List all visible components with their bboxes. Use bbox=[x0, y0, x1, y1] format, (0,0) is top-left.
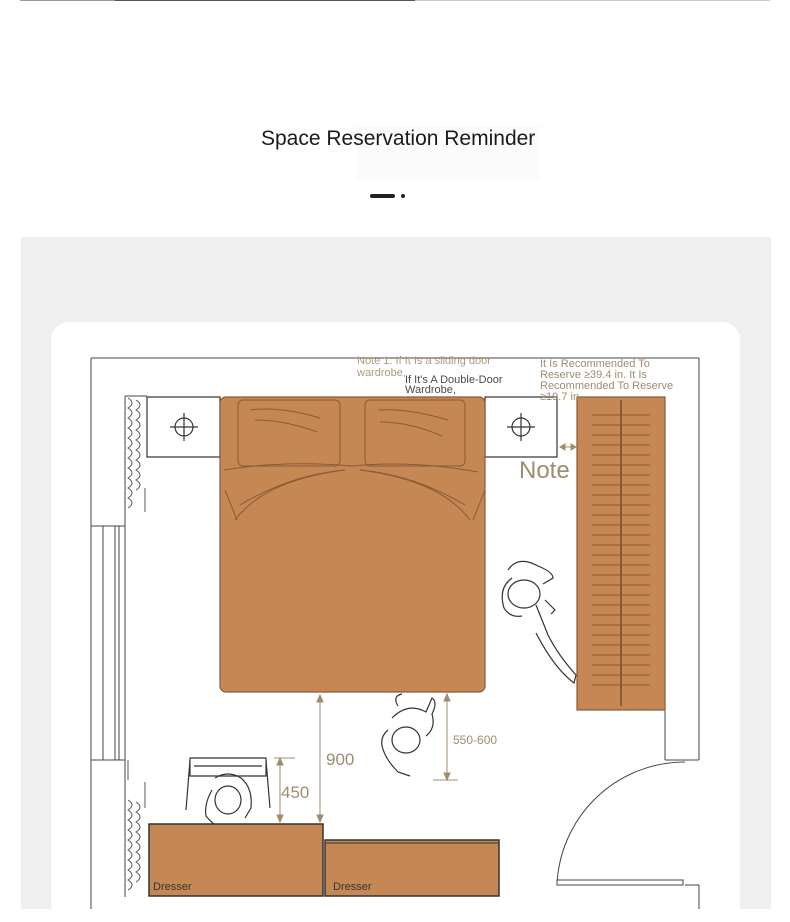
curtain-bottom bbox=[128, 760, 145, 890]
note-sliding-door: Note 1: If It Is a sliding door wardrobe, bbox=[357, 355, 491, 379]
dresser-left-label: Dresser bbox=[153, 881, 192, 893]
chair bbox=[186, 758, 270, 810]
dimension-900 bbox=[317, 695, 323, 822]
dimension-550-label: 550-600 bbox=[453, 733, 498, 747]
bed bbox=[220, 397, 485, 692]
person-walking bbox=[382, 694, 435, 776]
wardrobe bbox=[577, 397, 665, 710]
nightstand-right bbox=[485, 397, 557, 457]
page-title: Space Reservation Reminder bbox=[261, 127, 536, 150]
note-arrow bbox=[560, 444, 576, 450]
dimension-900-label: 900 bbox=[326, 750, 355, 769]
note-reserve: It Is Recommended To Reserve ≥39.4 in. It Is Recommended To Reserve ≥19.7 in. bbox=[540, 358, 674, 403]
door bbox=[557, 762, 685, 885]
note-double-door: If It's A Double-Door Wardrobe, bbox=[405, 374, 503, 396]
window bbox=[91, 526, 125, 760]
person-wardrobe bbox=[502, 561, 576, 683]
note-label: Note bbox=[519, 457, 570, 484]
dimension-450-label: 450 bbox=[281, 783, 310, 802]
dresser-right-label: Dresser bbox=[333, 881, 372, 893]
curtain-top bbox=[128, 398, 145, 512]
nightstand-left bbox=[147, 397, 220, 457]
